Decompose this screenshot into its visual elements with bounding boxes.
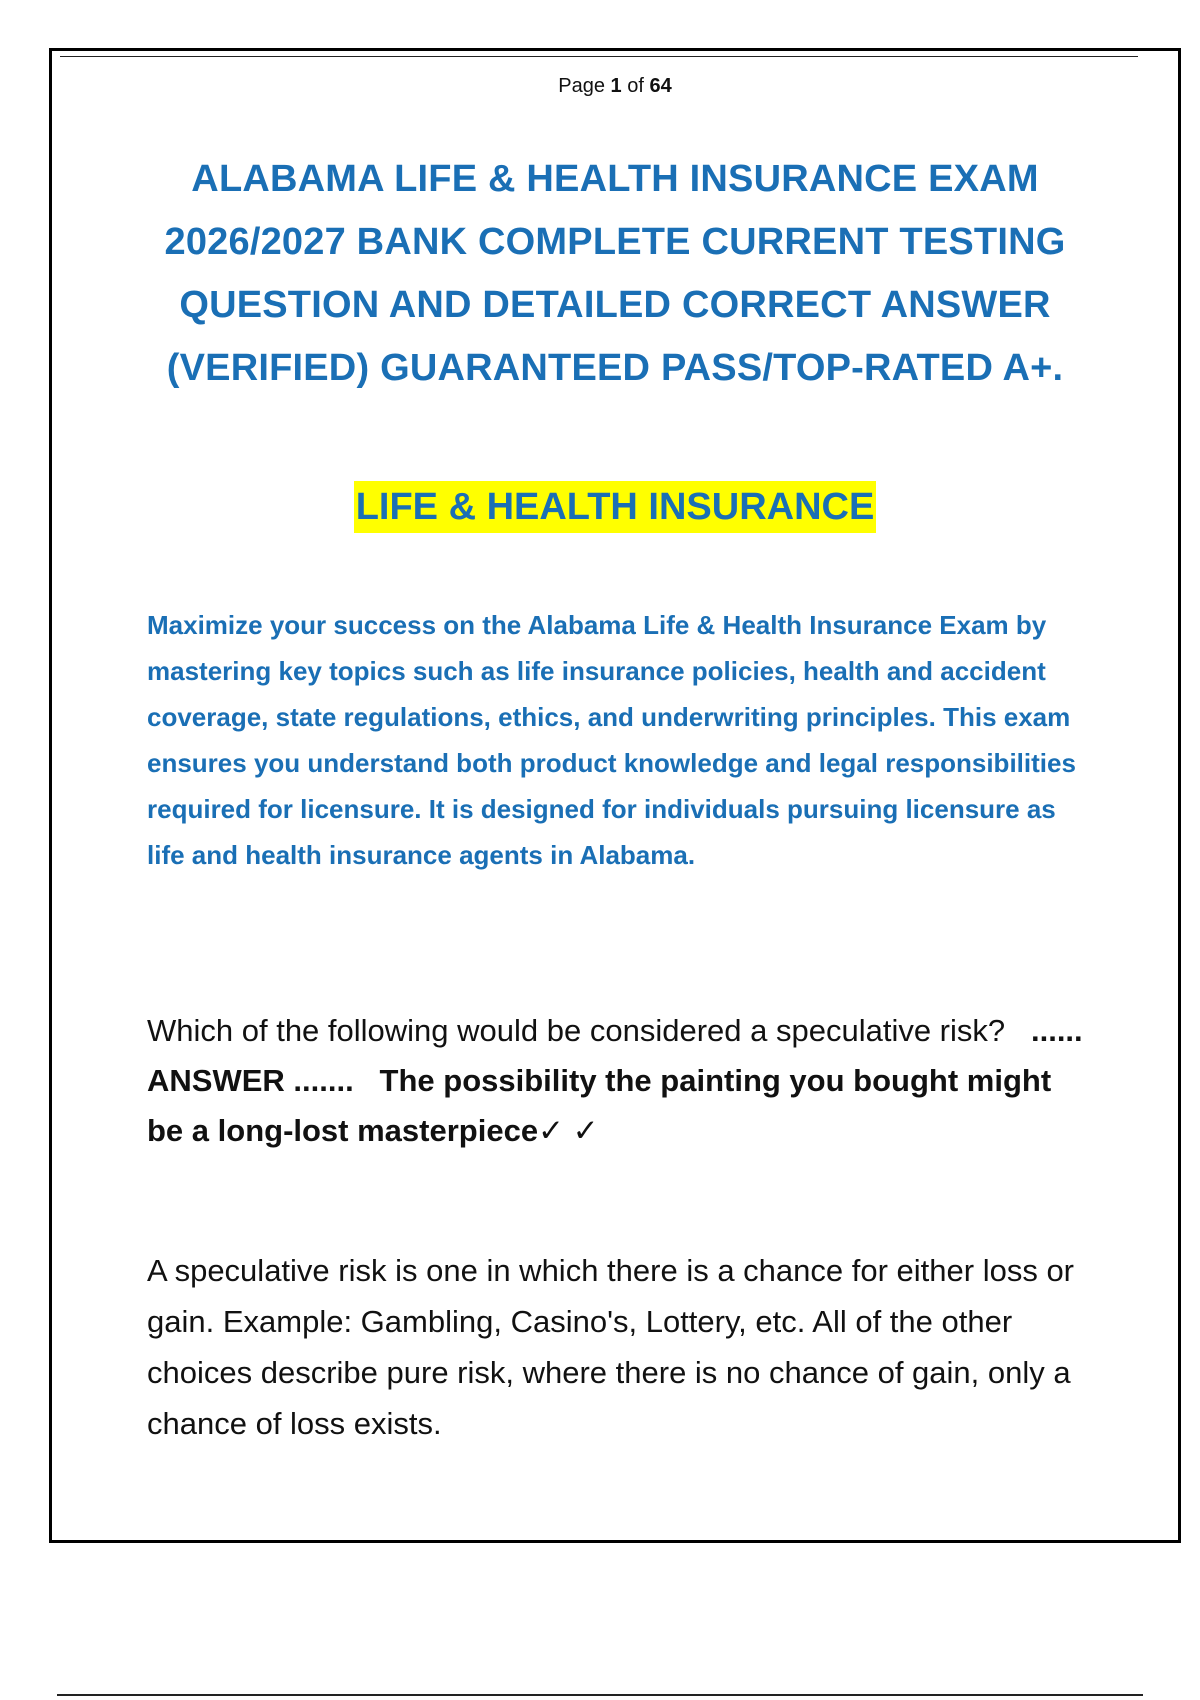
top-rule: [60, 56, 1138, 57]
intro-paragraph: Maximize your success on the Alabama Life & Health Insurance Exam by mastering key topics such as life insurance policies, health and accident coverage, state regulations, ethics, and underwriting principles. This exam ensures you understand both product knowledge and legal responsibilities required for licensure. It is designed for individuals pursuing licensure as life and health insurance agents in Alabama.: [147, 610, 1076, 870]
page-frame: [49, 48, 1181, 1543]
page-label: Page: [558, 75, 605, 97]
question-text: Which of the following would be considered a speculative risk?: [147, 1013, 1006, 1048]
page-total: 64: [649, 75, 672, 97]
page-number: [52, 75, 1178, 98]
bottom-rule: [57, 1694, 1143, 1696]
explanation-paragraph: A speculative risk is one in which there is a chance for either loss or gain. Example: Gambling, Casino's, Lottery, etc. All of the other choices describe pure risk, where there is no chance of gain, only a chance of loss exists.: [147, 1253, 1075, 1441]
subtitle-wrap: [52, 481, 1178, 533]
document-subtitle: LIFE & HEALTH INSURANCE: [354, 481, 877, 533]
page-current: 1: [610, 75, 622, 97]
answer-marker: ...... ANSWER .......: [147, 1013, 1083, 1098]
page-of: of: [627, 75, 644, 97]
document-title: ALABAMA LIFE & HEALTH INSURANCE EXAM 2026/2027 BANK COMPLETE CURRENT TESTING QUESTION AND DETAILED CORRECT ANSWER (VERIFIED) GUARANTEED PASS/TOP-RATED A+.: [164, 158, 1066, 389]
answer-text: The possibility the painting you bought might be a long-lost masterpiece✓ ✓: [147, 1063, 1052, 1148]
question-block: [147, 1006, 1090, 1156]
